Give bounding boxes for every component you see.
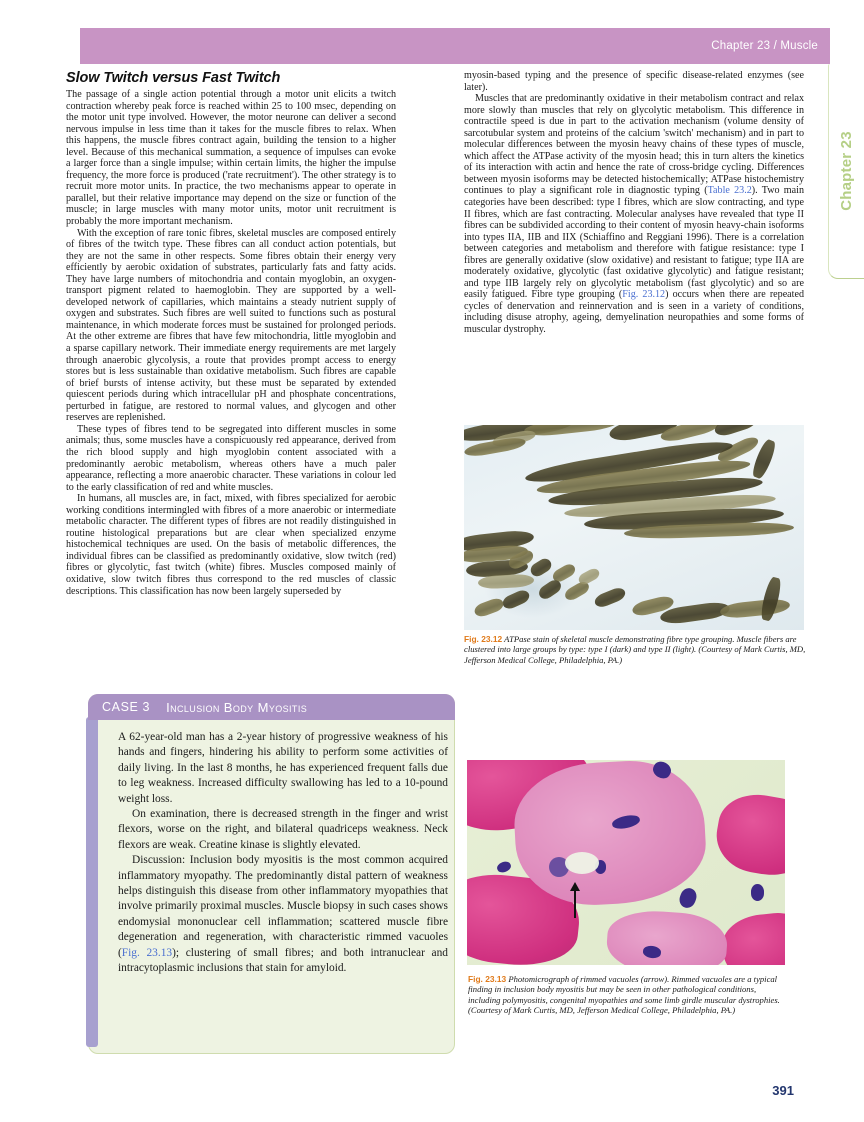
paragraph-text: ) occurs when there are repeated cycles of denervation and reinnervation and is seen in a variety of conditions, including disuse atrophy, ageing, demyelination neuropathies and some forms of muscular dystrophy. (464, 289, 804, 336)
paragraph-text: ); clustering of small fibres; and both intranuclear and intracytoplasmic inclusions that stain for amyloid. (118, 946, 448, 975)
figure-number: Fig. 23.12 (464, 634, 503, 644)
case-paragraph: A 62-year-old man has a 2-year history of progressive weakness of his hands and fingers, hindering his ability to perform some activities of daily living. In the last 8 months, he has experienced frequent falls due to leg weakness. Increased difficulty swallowing has led to a 10-pound weight loss. (118, 731, 448, 805)
cross-reference-link[interactable]: Fig. 23.13 (121, 946, 173, 959)
right-text-column (464, 70, 804, 336)
paragraph: These types of fibres tend to be segregated into different muscles in some animals; thus, some muscles have a conspicuously red appearance, derived from the rich blood supply and high myoglobin content associated with a predominantly aerobic metabolism, whereas others have a much paler appearance, reflecting a more anaerobic character. These variations in colour led to the early classification of red and white muscles. (66, 423, 396, 493)
paragraph-with-crossrefs (464, 93, 804, 335)
case-discussion-paragraph (118, 853, 448, 976)
case-study-body (118, 730, 448, 977)
left-text-column (66, 70, 396, 597)
chapter-thumb-tab (828, 64, 864, 279)
figure-number: Fig. 23.13 (468, 974, 507, 984)
rimmed-vacuole (565, 852, 599, 874)
case-box-spine (86, 717, 98, 1047)
page-header-band (80, 28, 830, 64)
figure-23-12-caption (464, 634, 809, 665)
paragraph: The passage of a single action potential through a motor unit elicits a twitch contraction whereby peak force is reached within 25 to 100 msec, depending on the motor unit type involved. However, the motor neurone can deliver a second nervous impulse in less time than it takes for the muscle fibres to relax. When this happens, the muscle fibres contract again, building the tension to a higher level. Because of this mechanical summation, a sequence of impulses can evoke a larger force than a single impulse; within certain limits, the higher the impulse frequency, the more force is produced ('rate recruitment'). The other strategy is to recruit more motor units. In practice, the two mechanisms appear to operate in parallel, but their relative importance may depend on the size or function of the muscle; in large muscles with many motor units, motor unit recruitment is probably the more important mechanism. (66, 89, 396, 228)
cross-reference-link[interactable]: Fig. 23.12 (622, 289, 666, 301)
case-title: Inclusion Body Myositis (166, 699, 308, 715)
paragraph: With the exception of rare tonic fibres, skeletal muscles are composed entirely of fibres of the twitch type. These fibres can all conduct action potentials, but they are not the same in other respects. Some fibres obtain their energy very efficiently by aerobic oxidation of substrates, particularly fats and fatty acids. They have large numbers of mitochondria and contain myoglobin, an oxygen-transport pigment related to haemoglobin. They are supported by a well-developed network of capillaries, which maintains a steady nutrient supply of oxygen and substrates. Such fibres are well suited to functions such as postural maintenance, in which moderate forces must be sustained for prolonged periods. At the other extreme are fibres that have few mitochondria, little myoglobin and a sparse capillary network. Their immediate energy requirements are met largely through anaerobic glycolysis, a route that provides prompt access to energy stores but is less sustainable than oxidative metabolism. Such fibres are capable of brief bursts of intense activity, but these must be separated by extended quiescent periods during which intracellular pH and phosphate concentrations, perturbed in fatigue, are restored to normal values, and glycogen and other reserves are replenished. (66, 227, 396, 424)
paragraph-text: ). Two main categories have been described: type I fibres, which are slow contracting, and type II fibres, which are fast contracting. Molecular analyses have revealed that type II fibres can be subdivided according to their content of myosin heavy-chain isoforms into types IIA, IIB and IIX (Schiaffino and Reggiani 1996). There is a correlation between categories and metabolism and therefore with fatigue resistance: type I fibres are generally oxidative (slow oxidative) and resistant to fatigue; type IIA are moderately oxidative, glycolytic (fast oxidative glycolytic) and fatigue resistant; and type IIB largely rely on glycolytic metabolism (fast glycolytic) and so are easily fatigued. Fibre type grouping ( (464, 185, 804, 301)
paragraph-text: Muscles that are predominantly oxidative in their metabolism contract and relax more slowly than muscles that rely on glycolytic metabolism. This difference in contractile speed is due in part to the activation mechanism (volume density of sarcotubular system and proteins of the calcium 'switch' mechanism) and in part to molecular differences between the myosin heavy chains of these types of muscle, which affect the ATPase activity of the myosin head; this in turn alters the kinetics of its interaction with actin and hence the rate of cross-bridge cycling. Differences between myosin isoforms may be detected histochemically; ATPase histochemistry continues to play a significant role in diagnostic typing ( (464, 93, 804, 197)
case-study-header (88, 694, 455, 720)
paragraph: myosin-based typing and the presence of specific disease-related enzymes (see later). (464, 70, 804, 93)
pointer-arrow-icon (574, 890, 576, 918)
paragraph-text: Discussion: Inclusion body myositis is the most common acquired inflammatory myopathy. The predominantly distal pattern of weakness helps distinguish this disease from other inflammatory myopathies that involve primarily proximal muscles. Muscle biopsy in such cases shows endomysial mononuclear cell inflammation; scattered muscle fibre degeneration and regeneration, with characteristic rimmed vacuoles ( (118, 854, 448, 959)
figure-23-13-image (467, 760, 785, 965)
figure-23-13-caption (468, 974, 788, 1016)
cross-reference-link[interactable]: Table 23.2 (707, 185, 752, 197)
figure-23-12-image (464, 425, 804, 630)
running-head: Chapter 23 / Muscle (711, 39, 818, 52)
case-number-label: CASE 3 (102, 700, 151, 714)
page-number: 391 (772, 1083, 794, 1098)
cell-nucleus (751, 884, 764, 901)
figure-caption-text: ATPase stain of skeletal muscle demonstrating fibre type grouping. Muscle fibers are clustered into large groups by type: type I (dark) and type II (light). (Courtesy of Mark Curtis, MD, Jefferson Medical College, Philadelphia, PA.) (464, 634, 806, 665)
paragraph: In humans, all muscles are, in fact, mixed, with fibres specialized for aerobic working conditions intermingled with fibres of a more anaerobic or intermediate metabolic character. The different types of fibres are not readily distinguished in routine histological preparations but are clear when specialized enzyme histochemical techniques are used. On the basis of metabolic differences, the individual fibres can be classified as predominantly oxidative, slow twitch (red) fibres or glycolytic, fast twitch (white) fibres. Muscles composed mainly of oxidative, slow twitch fibres thus correspond to the red muscles of classic descriptions. This classification has now been largely superseded by (66, 493, 396, 597)
chapter-tab-label: Chapter 23 (838, 131, 855, 211)
case-paragraph: On examination, there is decreased strength in the finger and wrist flexors, worse on the right, and bilateral quadriceps weakness. Neck flexors are weak. Creatine kinase is slightly elevated. (118, 808, 448, 851)
figure-caption-text: Photomicrograph of rimmed vacuoles (arrow). Rimmed vacuoles are a typical finding in inclusion body myositis but may be seen in other pathological conditions, including polymyositis, congenital myopathies and some limb girdle muscular dystrophies. (Courtesy of Mark Curtis, MD, Jefferson Medical College, Philadelphia, PA.) (468, 974, 780, 1016)
section-heading: Slow Twitch versus Fast Twitch (66, 70, 281, 86)
